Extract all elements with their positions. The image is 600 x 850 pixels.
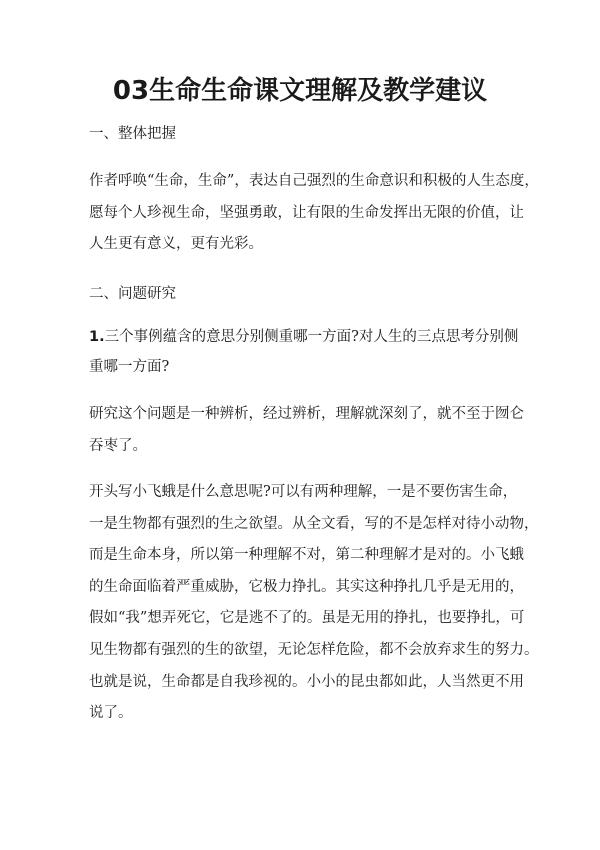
question-text: 三个事例蕴含的意思分别侧重哪一方面?对人生的三点思考分别侧 xyxy=(104,329,519,345)
text-line: 而是生命本身，所以第一种理解不对，第二种理解才是对的。小飞蛾 xyxy=(89,547,524,564)
paragraph-analysis xyxy=(89,404,529,467)
text-line: 见生物都有强烈的生的欲望，无论怎样危险，都不会放弃求生的努力。 xyxy=(89,641,539,658)
paragraph-overall xyxy=(89,171,539,266)
section-heading-text: 二、问题研究 xyxy=(89,286,176,302)
text-line: 愿每个人珍视生命，坚强勇敢，让有限的生命发挥出无限的价值，让 xyxy=(89,204,524,221)
text-line xyxy=(89,327,529,357)
title-number: 03 xyxy=(112,76,150,106)
text-line: 说了。 xyxy=(89,705,133,722)
paragraph-moth xyxy=(89,482,539,735)
text-line: 吞枣了。 xyxy=(89,437,147,454)
title-text: 生命生命课文理解及教学建议 xyxy=(149,76,488,106)
section-heading-questions xyxy=(89,284,176,304)
text-line: 开头写小飞蛾是什么意思呢?可以有两种理解，一是不要伤害生命， xyxy=(89,484,518,500)
text-line: 假如“我”想弄死它，它是逃不了的。虽是无用的挣扎，也要挣扎，可 xyxy=(89,610,525,627)
text-line: 一是生物都有强烈的生之欲望。从全文看，写的不是怎样对待小动物， xyxy=(89,515,539,532)
text-line: 也就是说，生命都是自我珍视的。小小的昆虫都如此，人当然更不用 xyxy=(89,673,524,690)
question-number: 1. xyxy=(89,329,105,345)
section-heading-overall: 一、整体把握 xyxy=(89,126,176,142)
question-1 xyxy=(89,327,529,387)
text-line: 人生更有意义，更有光彩。 xyxy=(89,236,263,253)
text-line: 研究这个问题是一种辨析，经过辨析，理解就深刻了，就不至于囫仑 xyxy=(89,406,524,422)
text-line: 重哪一方面? xyxy=(89,359,170,375)
text-line: 作者呼唤“生命，生命”，表达自己强烈的生命意识和积极的人生态度， xyxy=(89,173,539,189)
text-line: 的生命面临着严重威胁，它极力挣扎。其实这种挣扎几乎是无用的， xyxy=(89,578,524,595)
document-title xyxy=(0,74,600,108)
